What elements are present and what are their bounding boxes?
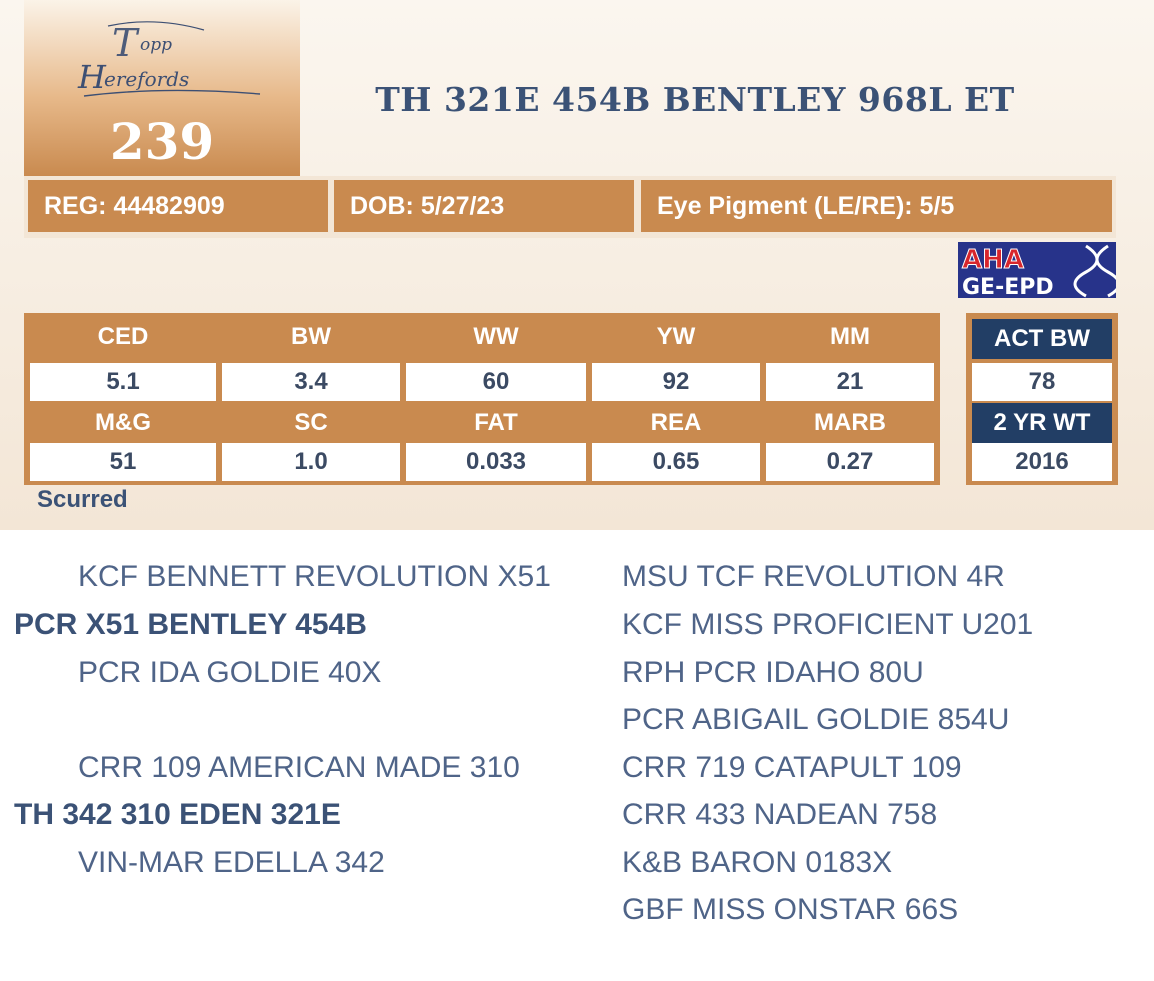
epd-header-ced: CED [97,323,149,350]
act-bw-label: ACT BW [972,319,1112,359]
epd-value-rea: 0.65 [592,443,760,481]
svg-text:erefords: erefords [104,67,190,91]
pedigree-dam-sire: CRR 109 AMERICAN MADE 310 [78,751,520,784]
epd-value-yw: 92 [592,363,760,401]
pedigree-right-3: RPH PCR IDAHO 80U [622,656,924,689]
pedigree-right-8: GBF MISS ONSTAR 66S [622,893,959,926]
epd-header-yw: YW [656,323,696,350]
epd-header-bw: BW [291,323,331,350]
pedigree-right-1: MSU TCF REVOLUTION 4R [622,560,1005,593]
pedigree-sire-sire: KCF BENNETT REVOLUTION X51 [78,560,551,593]
epd-value-marb: 0.27 [766,443,934,481]
pedigree-right-5: CRR 719 CATAPULT 109 [622,751,962,784]
pedigree-dam: TH 342 310 EDEN 321E [14,798,341,831]
svg-text:GE-EPD: GE-EPD [962,275,1054,298]
pedigree-right-7: K&B BARON 0183X [622,846,893,879]
eye-pigment: Eye Pigment (LE/RE): 5/5 [641,180,1112,232]
pedigree-sire: PCR X51 BENTLEY 454B [14,608,367,641]
pedigree-sire-dam: PCR IDA GOLDIE 40X [78,656,382,689]
id-bar [24,176,1116,238]
lot-logo-box [24,0,300,176]
epd-header-marb: MARB [814,409,886,436]
pedigree-right-6: CRR 433 NADEAN 758 [622,798,938,831]
svg-text:H: H [78,58,106,96]
epd-value-sc: 1.0 [222,443,400,481]
epd-header-fat: FAT [474,409,518,436]
svg-text:T: T [112,21,138,65]
epd-header-sc: SC [294,409,328,436]
two-yr-wt-value: 2016 [972,443,1112,481]
svg-text:opp: opp [140,35,172,55]
topp-herefords-logo [64,16,264,106]
pedigree-right-4: PCR ABIGAIL GOLDIE 854U [622,703,1010,736]
epd-value-ww: 60 [406,363,586,401]
date-of-birth: DOB: 5/27/23 [334,180,634,232]
reg-number: REG: 44482909 [28,180,328,232]
epd-header-mm: MM [830,323,870,350]
epd-value-mg: 51 [30,443,216,481]
act-bw-value: 78 [972,363,1112,401]
epd-header-rea: REA [650,409,702,436]
epd-value-ced: 5.1 [30,363,216,401]
pedigree-dam-dam: VIN-MAR EDELLA 342 [78,846,385,879]
two-yr-wt-label: 2 YR WT [972,403,1112,443]
lot-number: 239 [109,112,215,171]
pedigree-right-2: KCF MISS PROFICIENT U201 [622,608,1034,641]
actuals-table [966,313,1118,485]
svg-text:AHA: AHA [962,245,1025,275]
animal-name: TH 321E 454B BENTLEY 968L ET [375,80,1015,119]
epd-value-mm: 21 [766,363,934,401]
epd-header-mg: M&G [95,409,151,436]
scurred-note: Scurred [37,486,128,513]
epd-header-ww: WW [473,323,519,350]
aha-ge-epd-logo [958,242,1116,298]
epd-value-fat: 0.033 [406,443,586,481]
epd-value-bw: 3.4 [222,363,400,401]
epd-table [24,313,940,485]
